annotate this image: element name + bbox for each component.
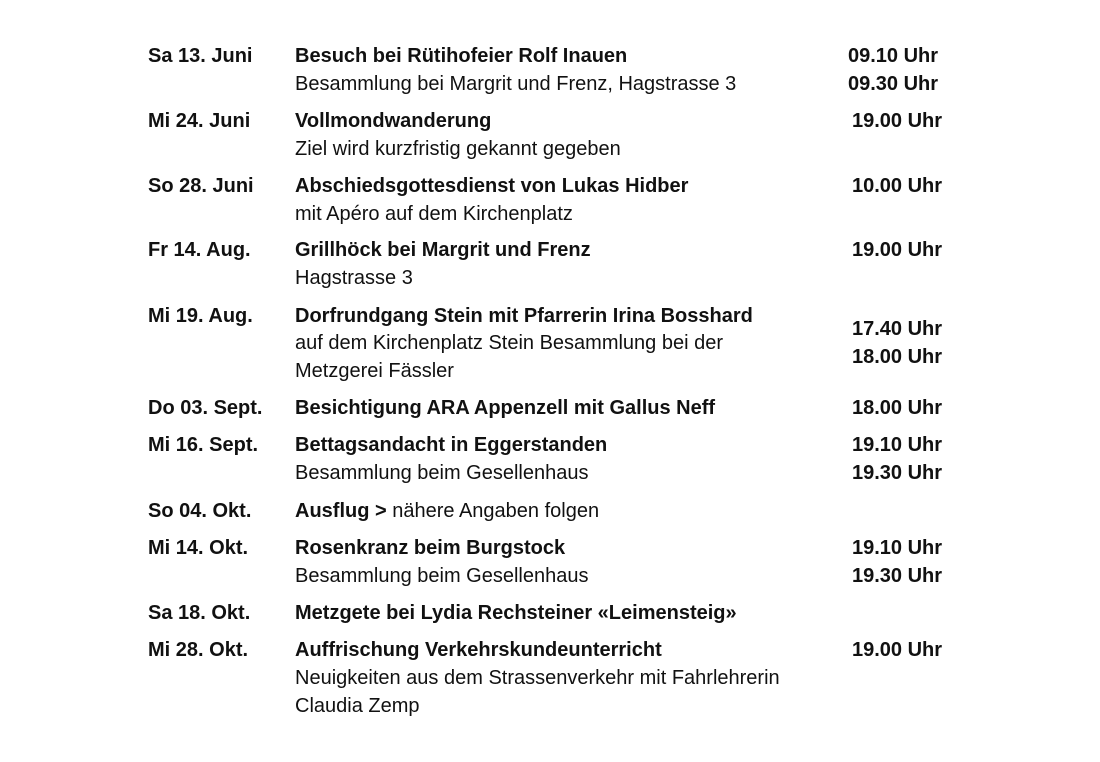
event-time: 19.00 Uhr [852, 110, 943, 132]
event-time: 18.00 Uhr [852, 397, 943, 419]
event-time: 10.00 Uhr [852, 175, 943, 197]
event-detail: Besammlung bei Margrit und Frenz, Hagstrasse 3 [295, 73, 737, 95]
event-date: Sa 13. Juni [148, 45, 253, 67]
event-title: Bettagsandacht in Eggerstanden [295, 434, 608, 456]
event-date: Mi 14. Okt. [148, 537, 249, 559]
event-date: So 28. Juni [148, 175, 254, 197]
event-detail: Neuigkeiten aus dem Strassenverkehr mit Fahrlehrerin [295, 667, 780, 689]
event-title: Grillhöck bei Margrit und Frenz [295, 239, 591, 261]
event-detail: Claudia Zemp [295, 695, 420, 717]
event-date: So 04. Okt. [148, 500, 252, 522]
event-date: Fr 14. Aug. [148, 239, 251, 261]
event-time: 09.10 Uhr [848, 45, 939, 67]
event-title: Dorfrundgang Stein mit Pfarrerin Irina Bosshard [295, 305, 753, 327]
event-detail: Ziel wird kurzfristig gekannt gegeben [295, 138, 621, 160]
event-title-main: Ausflug > [295, 500, 387, 522]
event-detail: Besammlung beim Gesellenhaus [295, 565, 589, 587]
event-date: Mi 28. Okt. [148, 639, 249, 661]
event-time: 19.30 Uhr [852, 565, 943, 587]
event-title [295, 499, 599, 523]
event-title: Besichtigung ARA Appenzell mit Gallus Neff [295, 397, 716, 419]
event-time: 19.00 Uhr [852, 239, 943, 261]
event-time: 19.10 Uhr [852, 434, 943, 456]
event-title: Abschiedsgottesdienst von Lukas Hidber [295, 175, 689, 197]
event-detail: Hagstrasse 3 [295, 267, 413, 289]
event-title-rest: nähere Angaben folgen [386, 500, 600, 522]
event-time: 18.00 Uhr [852, 346, 943, 368]
event-title: Metzgete bei Lydia Rechsteiner «Leimensteig» [295, 602, 737, 624]
event-detail: Metzgerei Fässler [295, 360, 454, 382]
event-title: Auffrischung Verkehrskundeunterricht [295, 639, 662, 661]
event-title: Rosenkranz beim Burgstock [295, 537, 566, 559]
event-detail: Besammlung beim Gesellenhaus [295, 462, 589, 484]
event-date: Mi 24. Juni [148, 110, 251, 132]
event-time: 19.30 Uhr [852, 462, 943, 484]
event-time: 17.40 Uhr [852, 318, 943, 340]
event-date: Mi 19. Aug. [148, 305, 253, 327]
event-detail: mit Apéro auf dem Kirchenplatz [295, 203, 573, 225]
event-date: Do 03. Sept. [148, 397, 263, 419]
event-title: Besuch bei Rütihofeier Rolf Inauen [295, 45, 628, 67]
event-title: Vollmondwanderung [295, 110, 492, 132]
event-detail: auf dem Kirchenplatz Stein Besammlung bei der [295, 332, 724, 354]
event-time: 19.10 Uhr [852, 537, 943, 559]
event-time: 19.00 Uhr [852, 639, 943, 661]
event-date: Sa 18. Okt. [148, 602, 251, 624]
event-time: 09.30 Uhr [848, 73, 939, 95]
event-date: Mi 16. Sept. [148, 434, 259, 456]
